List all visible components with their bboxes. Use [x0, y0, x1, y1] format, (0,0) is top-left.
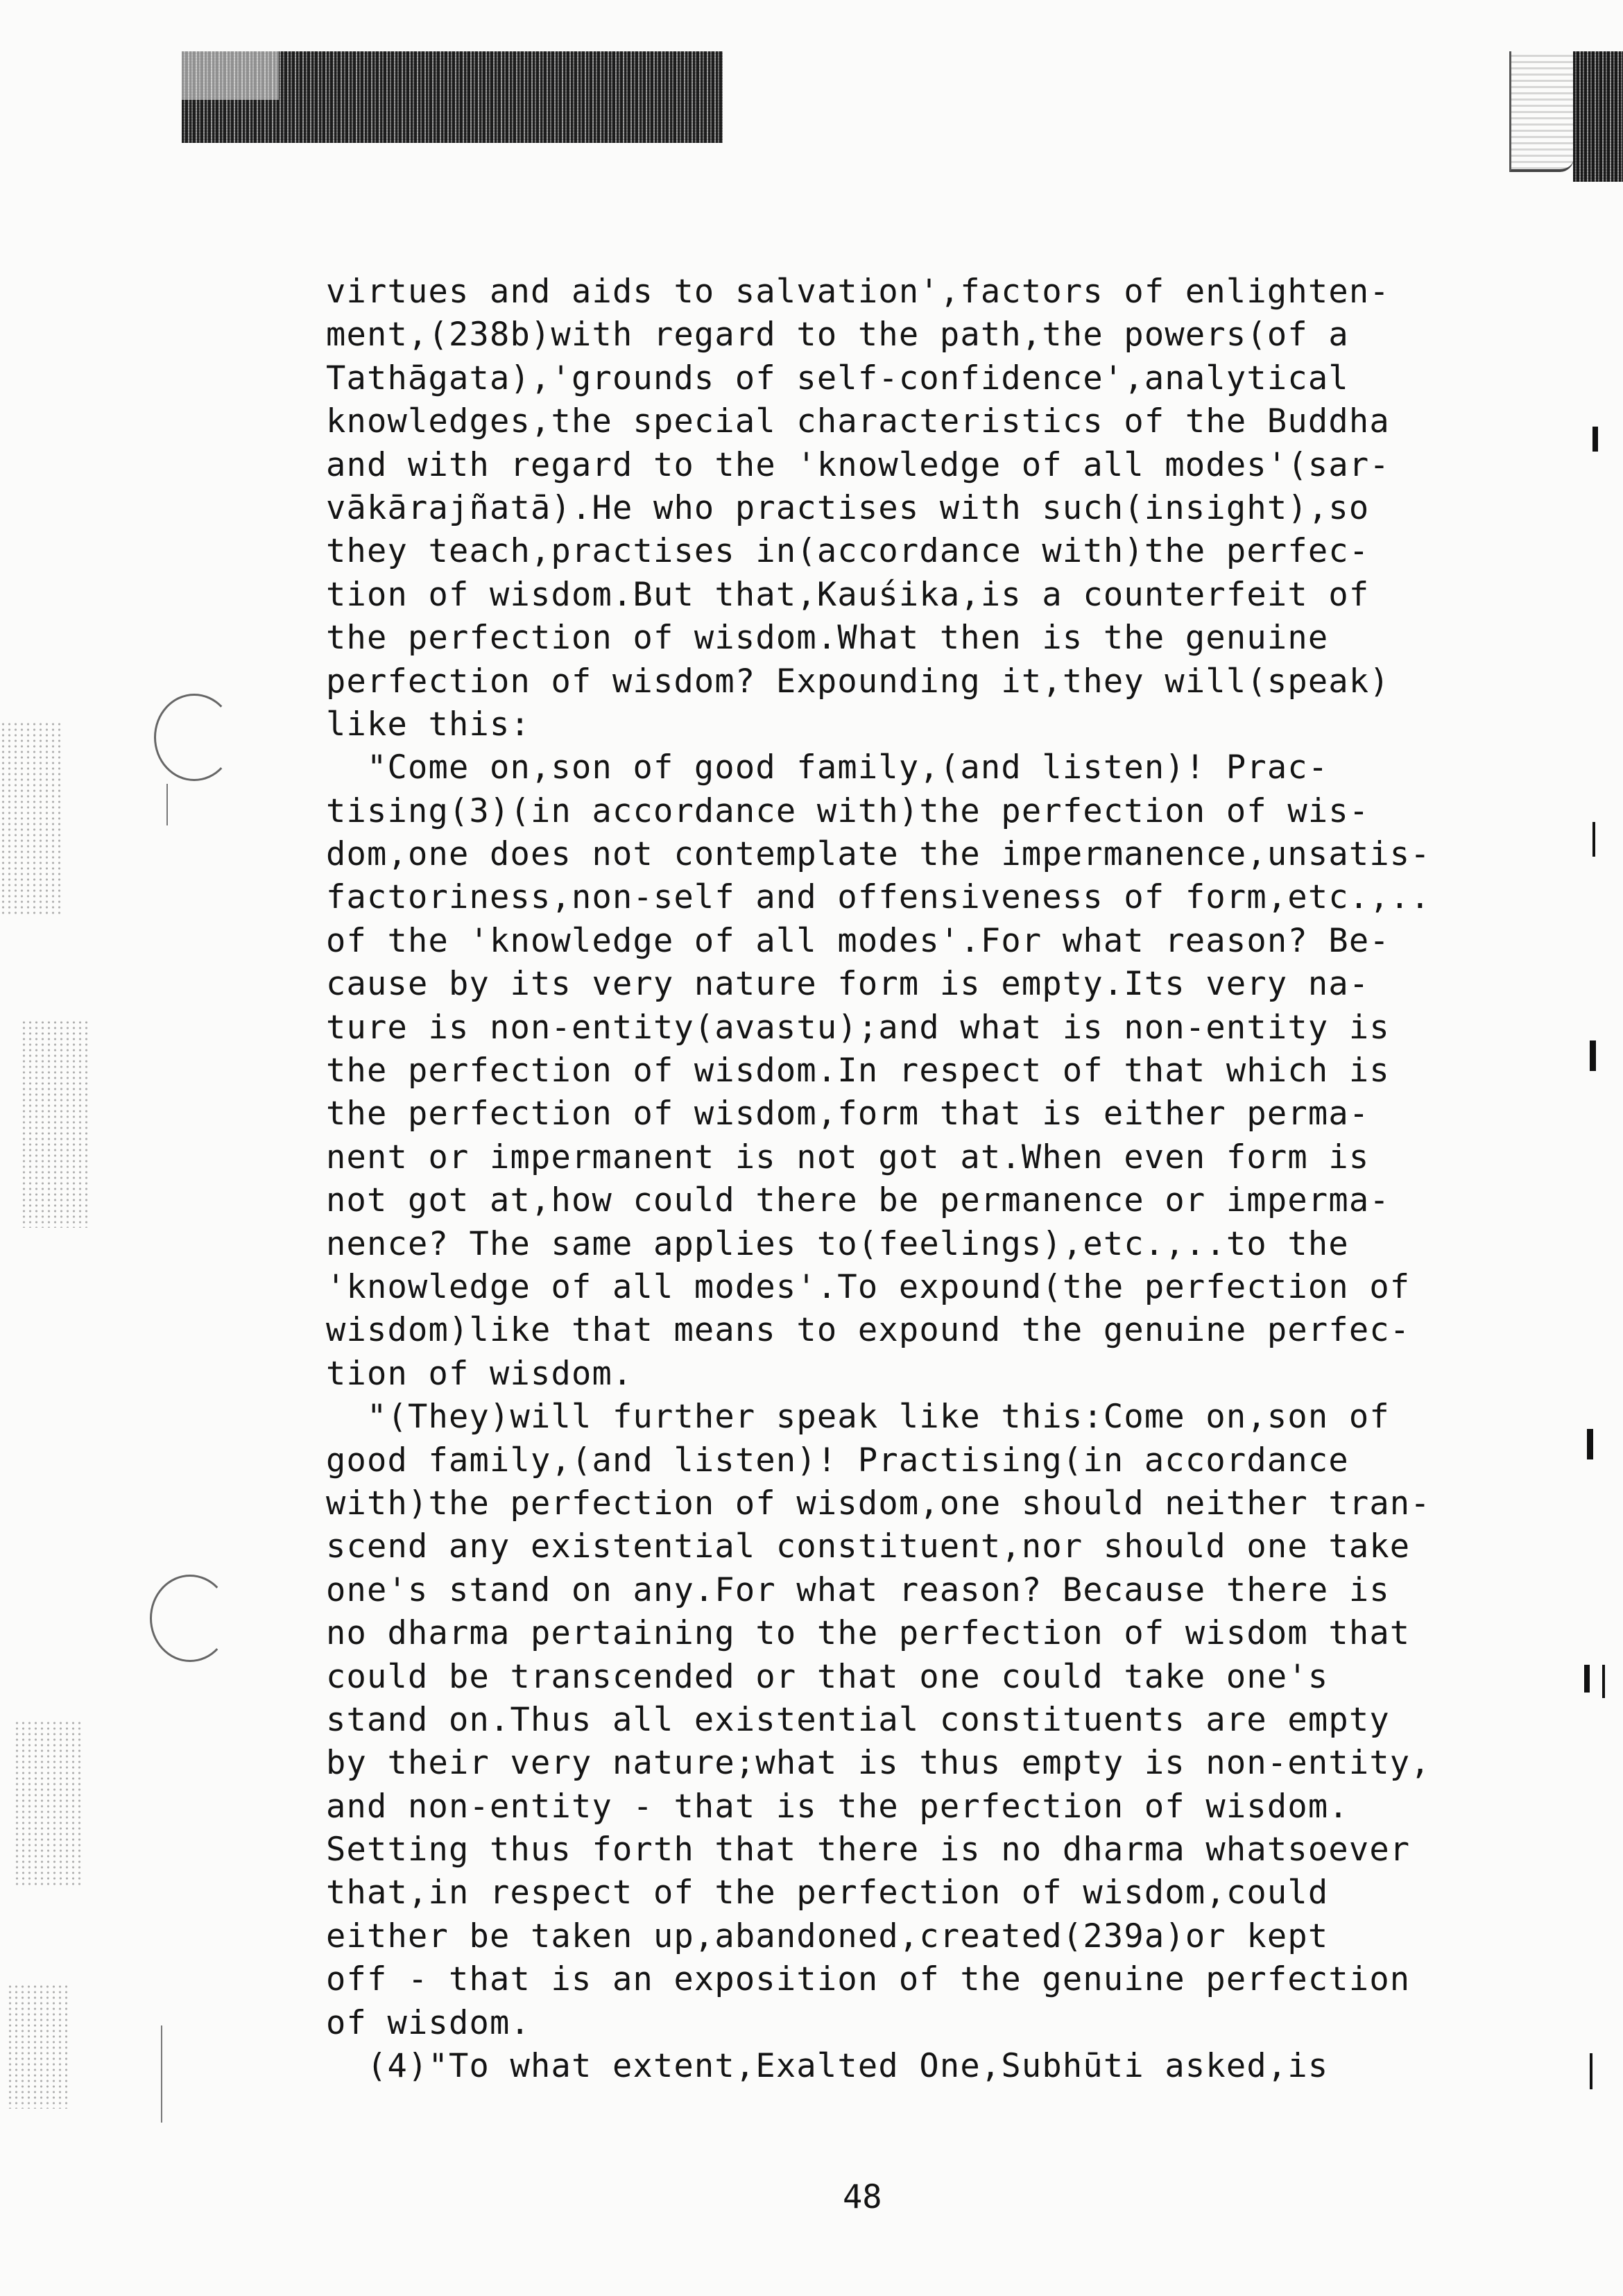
text-line: the perfection of wisdom.What then is the genuine	[326, 619, 1329, 658]
text-line: like this:	[326, 705, 531, 744]
text-line: ment,(238b)with regard to the path,the powers(of a	[326, 316, 1349, 354]
left-margin-stipple-3	[14, 1720, 83, 1887]
text-line: tising(3)(in accordance with)the perfection of wis-	[326, 791, 1370, 830]
text-line: vākārajñatā).He who practises with such(insight),so	[326, 488, 1370, 527]
right-margin-mark-5	[1584, 1665, 1590, 1693]
body-text	[326, 271, 1547, 2088]
text-line: tion of wisdom.	[326, 1354, 633, 1393]
text-line: Tathāgata),'grounds of self-confidence',analytical	[326, 359, 1349, 397]
text-line: of wisdom.	[326, 2003, 531, 2042]
text-line: and non-entity - that is the perfection of wisdom.	[326, 1787, 1349, 1826]
right-margin-mark-7	[1590, 2053, 1592, 2089]
text-line: off - that is an exposition of the genuine perfection	[326, 1960, 1411, 1999]
left-margin-mark-1	[166, 784, 168, 825]
left-margin-stipple-1	[0, 721, 62, 916]
page-number: 48	[843, 2178, 882, 2216]
text-line: virtues and aids to salvation',factors of enlighten-	[326, 273, 1390, 311]
text-line: cause by its very nature form is empty.Its very na-	[326, 965, 1370, 1004]
text-line: stand on.Thus all existential constituents are empty	[326, 1700, 1390, 1739]
right-margin-mark-3	[1590, 1040, 1596, 1071]
text-line: one's stand on any.For what reason? Because there is	[326, 1570, 1390, 1609]
text-line: "(They)will further speak like this:Come on,son of	[326, 1398, 1390, 1437]
text-line: 'knowledge of all modes'.To expound(the perfection of	[326, 1267, 1411, 1306]
right-margin-mark-4	[1587, 1429, 1593, 1459]
text-line: (4)"To what extent,Exalted One,Subhūti asked,is	[326, 2047, 1329, 2086]
text-line: nence? The same applies to(feelings),etc.,..to the	[326, 1224, 1349, 1263]
text-line: Setting thus forth that there is no dharma whatsoever	[326, 1831, 1411, 1869]
scan-artifact-right-edge	[1509, 51, 1574, 172]
text-line: of the 'knowledge of all modes'.For what reason? Be-	[326, 921, 1390, 960]
text-line: perfection of wisdom? Expounding it,they will(speak)	[326, 662, 1390, 701]
text-line: they teach,practises in(accordance with)the perfec-	[326, 532, 1370, 571]
text-line: factoriness,non-self and offensiveness of form,etc.,..	[326, 878, 1431, 917]
scan-artifact-right-tab	[1573, 51, 1623, 182]
left-margin-stipple-4	[7, 1984, 69, 2109]
text-line: knowledges,the special characteristics of the Buddha	[326, 402, 1390, 441]
right-margin-mark-1	[1592, 427, 1598, 452]
text-line: either be taken up,abandoned,created(239a)or kept	[326, 1917, 1329, 1955]
text-line: good family,(and listen)! Practising(in accordance	[326, 1441, 1349, 1480]
text-line: tion of wisdom.But that,Kauśika,is a counterfeit of	[326, 575, 1370, 614]
right-margin-mark-6	[1602, 1665, 1605, 1698]
punch-hole-arc-1	[154, 694, 234, 781]
text-line: could be transcended or that one could take one's	[326, 1657, 1329, 1696]
text-line: not got at,how could there be permanence or imperma-	[326, 1181, 1390, 1220]
left-margin-mark-2	[161, 2025, 162, 2123]
text-line: that,in respect of the perfection of wisdom,could	[326, 1874, 1329, 1912]
text-line: nent or impermanent is not got at.When even form is	[326, 1138, 1370, 1176]
text-line: ture is non-entity(avastu);and what is non-entity is	[326, 1008, 1390, 1047]
text-line: the perfection of wisdom,form that is either perma-	[326, 1095, 1370, 1133]
scan-artifact-top-bar	[182, 51, 723, 143]
text-line: scend any existential constituent,nor should one take	[326, 1527, 1411, 1566]
text-line: "Come on,son of good family,(and listen)! Prac-	[326, 748, 1329, 787]
right-margin-mark-2	[1592, 822, 1595, 857]
text-line: with)the perfection of wisdom,one should neither tran-	[326, 1484, 1431, 1523]
left-margin-stipple-2	[21, 1020, 90, 1228]
text-line: the perfection of wisdom.In respect of that which is	[326, 1052, 1390, 1090]
text-line: dom,one does not contemplate the impermanence,unsatis-	[326, 835, 1431, 874]
text-line: by their very nature;what is thus empty is non-entity,	[326, 1744, 1431, 1783]
text-line: and with regard to the 'knowledge of all modes'(sar-	[326, 445, 1390, 484]
punch-hole-arc-2	[150, 1575, 230, 1662]
text-line: wisdom)like that means to expound the genuine perfec-	[326, 1311, 1411, 1350]
text-line: no dharma pertaining to the perfection of wisdom that	[326, 1614, 1411, 1653]
